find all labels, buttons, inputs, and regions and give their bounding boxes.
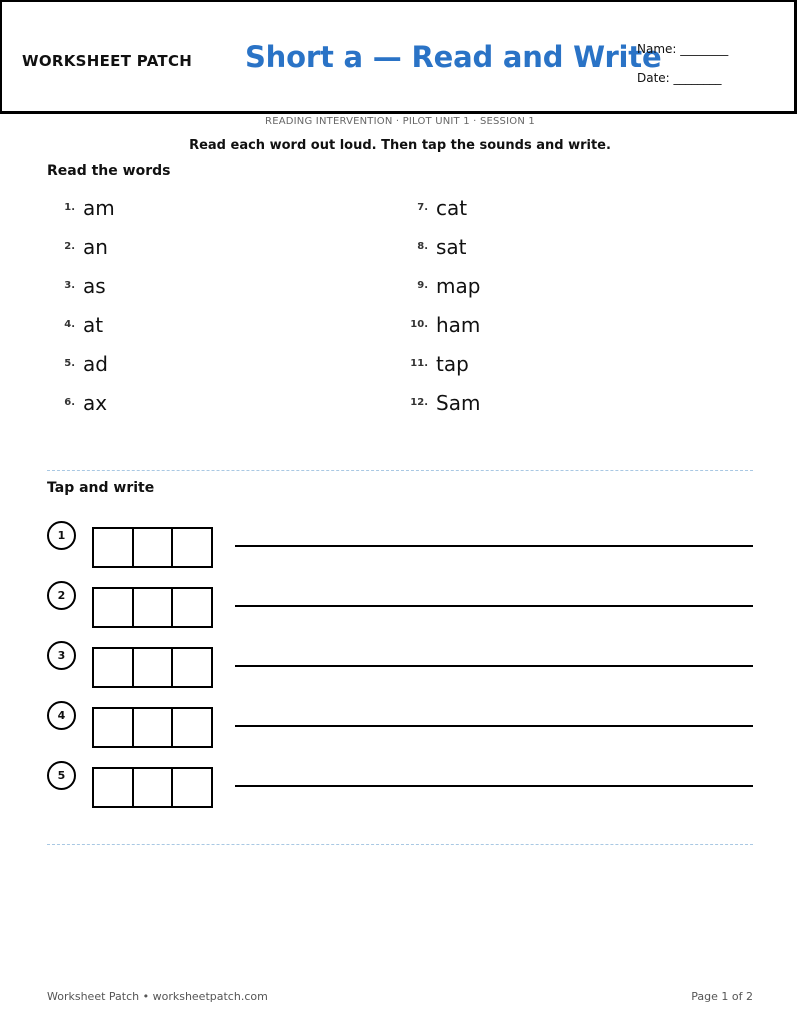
sound-box[interactable] <box>134 769 174 806</box>
name-field[interactable]: Name: ________ <box>637 42 729 56</box>
sound-box[interactable] <box>173 709 211 746</box>
brand-label: WORKSHEET PATCH <box>22 52 193 70</box>
write-line[interactable] <box>235 785 753 787</box>
word-number: 6. <box>64 397 75 408</box>
word-text: as <box>83 274 106 298</box>
worksheet-header <box>0 0 797 114</box>
write-line[interactable] <box>235 545 753 547</box>
word-text: map <box>436 274 481 298</box>
section-divider <box>47 844 753 845</box>
word-text: sat <box>436 235 467 259</box>
word-number: 11. <box>410 358 428 369</box>
sound-boxes[interactable] <box>92 767 213 808</box>
instructions-text: Read each word out loud. Then tap the sounds and write. <box>189 138 611 153</box>
tap-write-row <box>47 521 754 563</box>
write-line[interactable] <box>235 665 753 667</box>
word-text: ad <box>83 352 108 376</box>
sound-box[interactable] <box>134 529 174 566</box>
sound-box[interactable] <box>134 589 174 626</box>
sound-boxes[interactable] <box>92 587 213 628</box>
tap-write-row <box>47 701 754 743</box>
sound-box[interactable] <box>173 589 211 626</box>
sound-box[interactable] <box>94 769 134 806</box>
write-line[interactable] <box>235 725 753 727</box>
tap-write-row <box>47 761 754 803</box>
sound-box[interactable] <box>94 649 134 686</box>
tap-write-row <box>47 581 754 623</box>
word-number: 1. <box>64 202 75 213</box>
sound-boxes[interactable] <box>92 647 213 688</box>
word-number: 5. <box>64 358 75 369</box>
row-number-badge: 1 <box>47 521 76 550</box>
word-number: 4. <box>64 319 75 330</box>
section-divider <box>47 470 753 471</box>
word-text: at <box>83 313 104 337</box>
word-text: cat <box>436 196 468 220</box>
word-number: 12. <box>410 397 428 408</box>
footer-page-number: Page 1 of 2 <box>691 990 753 1003</box>
row-number-badge: 3 <box>47 641 76 670</box>
sound-boxes[interactable] <box>92 707 213 748</box>
word-text: Sam <box>436 391 481 415</box>
word-number: 8. <box>417 241 428 252</box>
word-text: am <box>83 196 115 220</box>
worksheet-title: Short a — Read and Write <box>245 40 662 74</box>
tap-write-row <box>47 641 754 683</box>
word-number: 7. <box>417 202 428 213</box>
word-number: 10. <box>410 319 428 330</box>
date-field[interactable]: Date: ________ <box>637 71 722 85</box>
word-number: 3. <box>64 280 75 291</box>
write-line[interactable] <box>235 605 753 607</box>
row-number-badge: 2 <box>47 581 76 610</box>
sound-box[interactable] <box>94 529 134 566</box>
row-number-badge: 5 <box>47 761 76 790</box>
word-text: tap <box>436 352 469 376</box>
read-section-heading: Read the words <box>47 163 171 179</box>
tap-section-heading: Tap and write <box>47 480 155 496</box>
sound-box[interactable] <box>173 769 211 806</box>
word-number: 9. <box>417 280 428 291</box>
sound-box[interactable] <box>173 529 211 566</box>
word-text: ax <box>83 391 108 415</box>
footer-site: Worksheet Patch • worksheetpatch.com <box>47 990 268 1003</box>
sound-box[interactable] <box>134 649 174 686</box>
sound-box[interactable] <box>173 649 211 686</box>
word-number: 2. <box>64 241 75 252</box>
word-text: ham <box>436 313 481 337</box>
sound-box[interactable] <box>94 709 134 746</box>
session-subtitle: READING INTERVENTION · PILOT UNIT 1 · SESSION 1 <box>265 116 535 127</box>
sound-box[interactable] <box>134 709 174 746</box>
sound-boxes[interactable] <box>92 527 213 568</box>
row-number-badge: 4 <box>47 701 76 730</box>
word-text: an <box>83 235 108 259</box>
sound-box[interactable] <box>94 589 134 626</box>
